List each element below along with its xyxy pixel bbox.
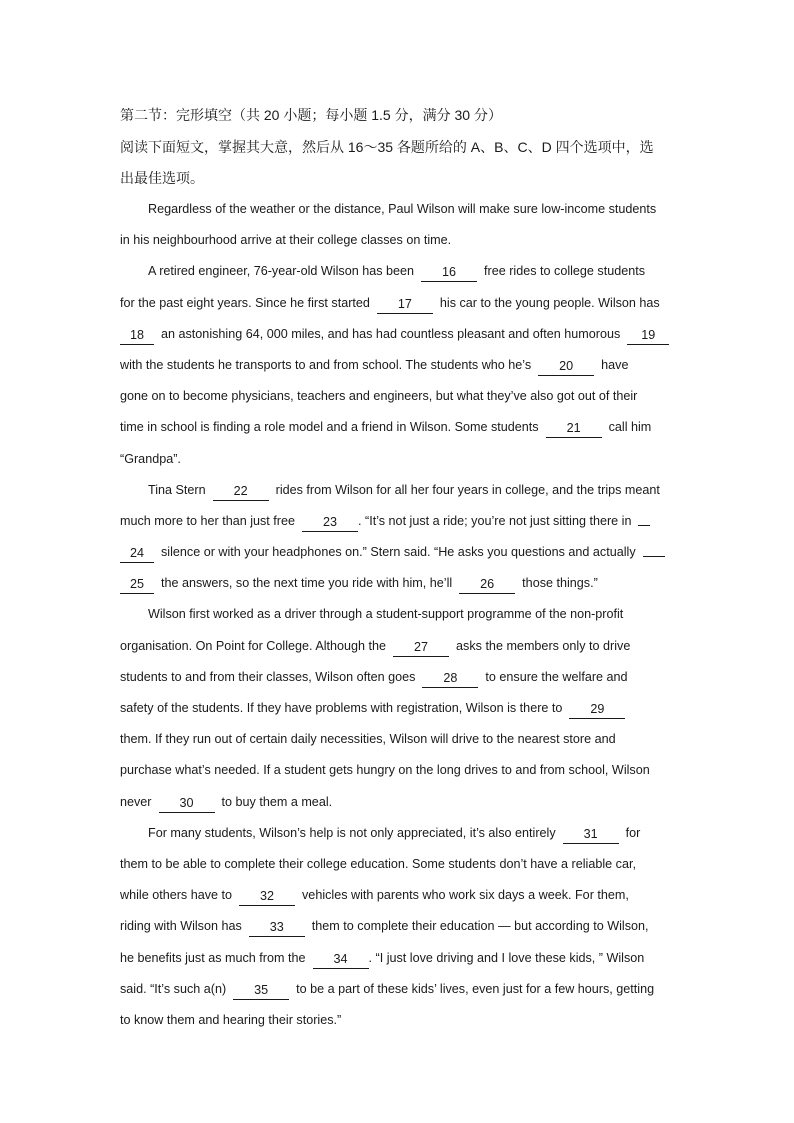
- passage-text: never: [120, 794, 159, 809]
- passage-line: [120, 256, 676, 287]
- passage-text: to buy them a meal.: [214, 794, 333, 809]
- blank-number: 19: [627, 328, 669, 345]
- passage-line: [120, 693, 676, 724]
- passage: [120, 194, 676, 1036]
- passage-text: For many students, Wilson’s help is not only appreciated, it’s also entirely: [148, 825, 563, 840]
- blank-number: 20: [538, 359, 594, 376]
- passage-text: with the students he transports to and from school. The students who he’s: [120, 357, 539, 372]
- passage-text: the answers, so the next time you ride with him, he’ll: [154, 576, 460, 591]
- passage-text: Tina Stern: [148, 482, 213, 497]
- passage-text: them to complete their education — but according to Wilson,: [304, 919, 649, 934]
- passage-line: [120, 412, 676, 443]
- passage-line: [120, 444, 676, 475]
- passage-text: asks the members only to drive: [449, 638, 631, 653]
- passage-text: riding with Wilson has: [120, 919, 249, 934]
- passage-text: rides from Wilson for all her four years in college, and the trips meant: [268, 482, 660, 497]
- blank-number: [643, 540, 665, 557]
- blank-number: 25: [120, 577, 154, 594]
- passage-line: [120, 911, 676, 942]
- passage-text: vehicles with parents who work six days a week. For them,: [295, 888, 629, 903]
- blank-number: 32: [239, 889, 295, 906]
- passage-line: [120, 381, 676, 412]
- passage-text: gone on to become physicians, teachers and engineers, but what they’ve also got out of their: [120, 389, 638, 404]
- passage-text: to know them and hearing their stories.”: [120, 1012, 342, 1027]
- passage-text: free rides to college students: [477, 264, 646, 279]
- passage-text: time in school is finding a role model and a friend in Wilson. Some students: [120, 420, 546, 435]
- blank-number: 35: [233, 983, 289, 1000]
- passage-line: [120, 849, 676, 880]
- passage-line: [120, 225, 676, 256]
- passage-text: silence or with your headphones on.” Stern said. “He asks you questions and actually: [154, 545, 643, 560]
- passage-text: organisation. On Point for College. Although the: [120, 638, 394, 653]
- passage-text: to be a part of these kids’ lives, even just for a few hours, getting: [289, 981, 655, 996]
- passage-text: them to be able to complete their college education. Some students don’t have a reliable car,: [120, 856, 636, 871]
- passage-line: [120, 599, 676, 630]
- blank-number: 26: [459, 577, 515, 594]
- passage-line: [120, 537, 676, 568]
- blank-number: 18: [120, 328, 154, 345]
- passage-text: safety of the students. If they have problems with registration, Wilson is there to: [120, 701, 570, 715]
- passage-text: an astonishing 64, 000 miles, and has had countless pleasant and often humorous: [154, 326, 628, 341]
- passage-text: them. If they run out of certain daily necessities, Wilson will drive to the nearest store and: [120, 732, 616, 747]
- passage-text: . “I just love driving and I love these kids, ” Wilson: [368, 950, 645, 965]
- passage-text: for the past eight years. Since he first started: [120, 295, 377, 310]
- passage-text: Wilson first worked as a driver through a student-support programme of the non-profit: [148, 607, 624, 622]
- blank-number: 30: [159, 796, 215, 813]
- passage-text: much more to her than just free: [120, 513, 302, 528]
- passage-line: [120, 943, 676, 974]
- passage-line: [120, 724, 676, 755]
- passage-text: in his neighbourhood arrive at their college classes on time.: [120, 233, 452, 248]
- passage-line: [120, 319, 676, 350]
- passage-line: [120, 350, 676, 381]
- passage-text: A retired engineer, 76-year-old Wilson has been: [148, 264, 422, 279]
- passage-text: said. “It’s such a(n): [120, 981, 234, 996]
- passage-text: to ensure the welfare and: [478, 669, 628, 684]
- blank-number: 29: [569, 702, 625, 719]
- passage-text: call him: [601, 420, 652, 435]
- passage-text: . “It’s not just a ride; you’re not just sitting there in: [358, 513, 639, 528]
- blank-number: 34: [313, 952, 369, 969]
- passage-text: have: [594, 357, 629, 372]
- document-content: [120, 98, 676, 1036]
- blank-number: 33: [249, 920, 305, 937]
- passage-text: while others have to: [120, 888, 240, 903]
- passage-line: [120, 288, 676, 319]
- passage-line: [120, 974, 676, 1005]
- passage-text: students to and from their classes, Wilson often goes: [120, 669, 423, 684]
- passage-line: [120, 880, 676, 911]
- passage-text: “Grandpa”.: [120, 451, 181, 466]
- blank-number: 28: [422, 671, 478, 688]
- instructions-line-1: 阅读下面短文，掌握其大意，然后从 16～35 各题所给的 A、B、C、D 四个选项中，选: [120, 139, 654, 155]
- passage-line: [120, 568, 676, 599]
- passage-line: [120, 1005, 676, 1036]
- passage-line: [120, 787, 676, 818]
- blank-number: [638, 509, 650, 526]
- section-heading: 第二节：完形填空（共 20 小题；每小题 1.5 分，满分 30 分）: [120, 107, 502, 123]
- blank-number: 17: [377, 297, 433, 314]
- passage-line: [120, 631, 676, 662]
- blank-number: 31: [563, 827, 619, 844]
- blank-number: 27: [393, 640, 449, 657]
- passage-line: [120, 662, 676, 693]
- passage-text: Regardless of the weather or the distance, Paul Wilson will make sure low-income students: [148, 202, 657, 216]
- passage-line: [120, 475, 676, 506]
- blank-number: 21: [546, 421, 602, 438]
- passage-line: [120, 194, 676, 225]
- passage-text: purchase what’s needed. If a student gets hungry on the long drives to and from school, Wilson: [120, 763, 650, 778]
- passage-text: he benefits just as much from the: [120, 950, 313, 965]
- passage-line: [120, 755, 676, 786]
- passage-line: [120, 818, 676, 849]
- blank-number: 22: [213, 484, 269, 501]
- passage-text: his car to the young people. Wilson has: [432, 295, 660, 310]
- instructions-line-2: 出最佳选项。: [120, 170, 204, 186]
- blank-number: 24: [120, 546, 154, 563]
- blank-number: 23: [302, 515, 358, 532]
- passage-text: those things.”: [515, 576, 598, 591]
- passage-line: [120, 506, 676, 537]
- blank-number: 16: [421, 265, 477, 282]
- passage-text: for: [618, 825, 641, 840]
